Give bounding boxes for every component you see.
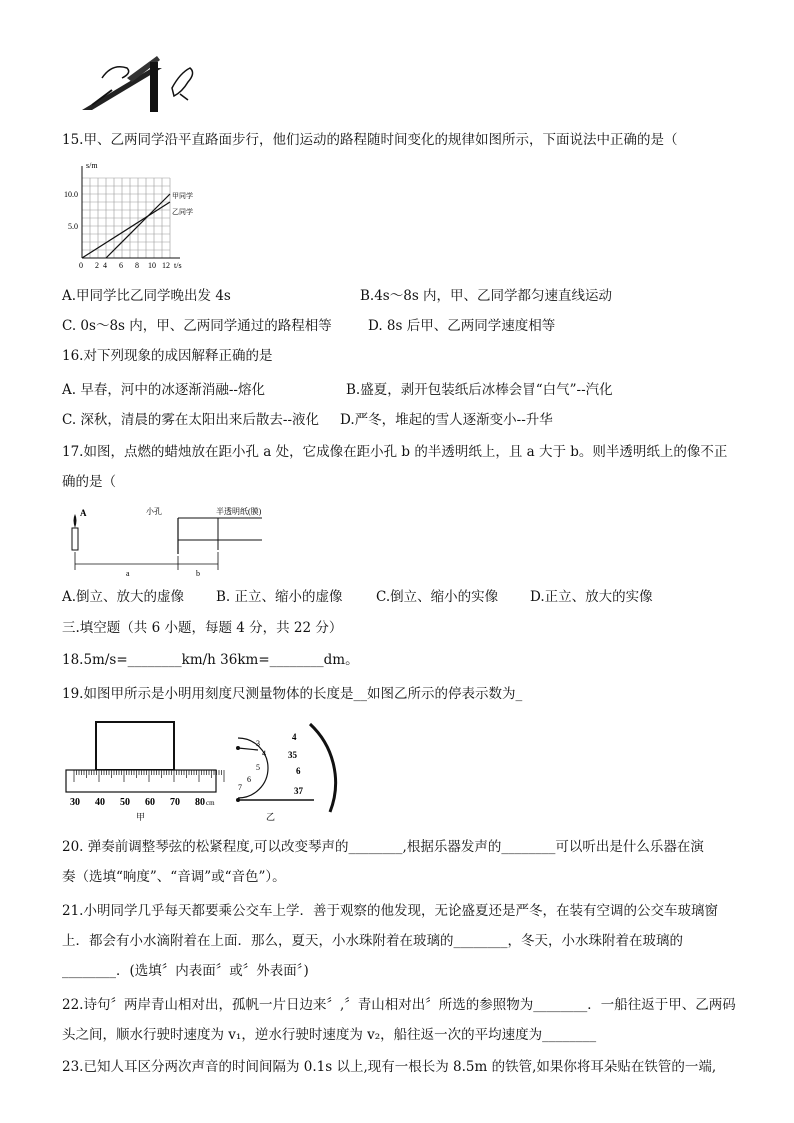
q19-stem: 19.如图甲所示是小明用刻度尺测量物体的长度是__如图乙所示的停表示数为_ xyxy=(62,686,523,702)
q17-option-d[interactable]: D.正立、放大的实像 xyxy=(530,589,653,605)
line-yi xyxy=(82,202,170,258)
paper-label: 半透明纸(膜) xyxy=(216,507,262,516)
graph-xtick-12: 12 xyxy=(162,261,170,270)
graph-xtick-8: 8 xyxy=(135,261,139,270)
graph-xtick-6: 6 xyxy=(119,261,123,270)
graph-ytick-5: 5.0 xyxy=(68,222,78,231)
q17-option-c[interactable]: C.倒立、缩小的实像 xyxy=(376,589,499,605)
q16-option-b[interactable]: B.盛夏，剥开包装纸后冰棒会冒“白气”--汽化 xyxy=(346,382,613,398)
q15-option-c[interactable]: C. 0s～8s 内，甲、乙两同学通过的路程相等 xyxy=(62,318,332,334)
graph-xtick-0: 0 xyxy=(79,261,83,270)
distance-a: a xyxy=(126,569,130,578)
q20-line1: 20. 弹奏前调整琴弦的松紧程度,可以改变琴声的________,根据乐器发声的________可以听出是什么乐器在演 xyxy=(62,839,704,855)
stopwatch-outer-4: 4 xyxy=(292,732,297,742)
ruler-tick-70: 70 xyxy=(170,797,180,808)
graph-ytick-10: 10.0 xyxy=(64,190,78,199)
q18-text: 18.5m/s=________km/h 36km=________dm。 xyxy=(62,652,359,668)
stopwatch-inner-3: 3 xyxy=(256,739,260,748)
graph-xtick-10: 10 xyxy=(148,261,156,270)
ruler-tick-80: 80 xyxy=(195,797,205,808)
q21-line3: ________．(选填〞内表面〞或〞外表面〞) xyxy=(62,963,309,979)
graph-xtick-4: 4 xyxy=(103,261,107,270)
graph-xlabel: t/s xyxy=(174,261,182,270)
q15-option-d[interactable]: D. 8s 后甲、乙两同学速度相等 xyxy=(368,318,556,334)
ruler-tick-40: 40 xyxy=(95,797,105,808)
graph-legend-jia: 甲同学 xyxy=(172,192,193,200)
candle-label: A xyxy=(80,508,87,518)
ruler-tick-30: 30 xyxy=(70,797,80,808)
ruler-table-figure xyxy=(72,48,202,120)
label-yi: 乙 xyxy=(266,812,276,822)
q21-line2: 上．都会有小水滴附着在上面．那么，夏天，小水珠附着在玻璃的________，冬天，小水珠附着在玻璃的 xyxy=(62,933,683,949)
graph-legend-yi: 乙同学 xyxy=(172,208,193,216)
q16-option-a[interactable]: A. 早春，河中的冰逐渐消融--熔化 xyxy=(62,382,265,398)
q15-stem: 15.甲、乙两同学沿平直路面步行，他们运动的路程随时间变化的规律如图所示，下面说法中正确的是（ xyxy=(62,132,678,148)
q17-stem-line2: 确的是（ xyxy=(62,474,116,490)
stopwatch-outer-35: 35 xyxy=(288,750,297,760)
stopwatch-outer-6: 6 xyxy=(296,766,301,776)
distance-b: b xyxy=(196,569,200,578)
stopwatch-inner-7: 7 xyxy=(238,783,242,792)
q16-option-c[interactable]: C. 深秋，清晨的雾在太阳出来后散去--液化 xyxy=(62,412,320,428)
q20-line2: 奏（选填“响度”、“音调”或“音色”）。 xyxy=(62,869,286,885)
section-3-heading: 三.填空题（共 6 小题，每题 4 分，共 22 分） xyxy=(62,620,343,636)
q17-pinhole-figure xyxy=(62,500,272,580)
q16-option-d[interactable]: D.严冬，堆起的雪人逐渐变小--升华 xyxy=(340,412,553,428)
q19-figure xyxy=(62,712,352,824)
q15-option-b[interactable]: B.4s～8s 内，甲、乙同学都匀速直线运动 xyxy=(360,288,613,304)
ruler-unit: cm xyxy=(206,799,215,807)
stopwatch-inner-6: 6 xyxy=(247,775,251,784)
q23-line1: 23.已知人耳区分两次声音的时间间隔为 0.1s 以上,现有一根长为 8.5m 的铁管,如果你将耳朵贴在铁管的一端, xyxy=(62,1059,717,1075)
q15-option-a[interactable]: A.甲同学比乙同学晚出发 4s xyxy=(62,288,231,304)
hole-label: 小孔 xyxy=(146,507,162,516)
q17-stem-line1: 17.如图，点燃的蜡烛放在距小孔 a 处，它成像在距小孔 b 的半透明纸上，且 a 大于 b。则半透明纸上的像不正 xyxy=(62,444,728,460)
q16-stem: 16.对下列现象的成因解释正确的是 xyxy=(62,348,273,364)
q21-line1: 21.小明同学几乎每天都要乘公交车上学．善于观察的他发现，无论盛夏还是严冬，在装有空调的公交车玻璃窗 xyxy=(62,903,718,919)
q17-option-a[interactable]: A.倒立、放大的虚像 xyxy=(62,589,185,605)
graph-xtick-2: 2 xyxy=(95,261,99,270)
label-jia: 甲 xyxy=(136,812,146,822)
stopwatch-outer-37: 37 xyxy=(294,786,303,796)
q22-line1: 22.诗句〞两岸青山相对出，孤帆一片日边来〞,〞青山相对出〞所选的参照物为________．一船往返于甲、乙两码 xyxy=(62,997,736,1013)
stopwatch-inner-5: 5 xyxy=(256,763,260,772)
ruler-tick-60: 60 xyxy=(145,797,155,808)
q17-option-b[interactable]: B. 正立、缩小的虚像 xyxy=(216,589,343,605)
graph-ylabel: s/m xyxy=(86,161,98,170)
ruler-tick-50: 50 xyxy=(120,797,130,808)
stopwatch-inner-4: 4 xyxy=(262,749,266,758)
q22-line2: 头之间，顺水行驶时速度为 v₁，逆水行驶时速度为 v₂，船往返一次的平均速度为________ xyxy=(62,1027,597,1043)
q15-distance-time-graph xyxy=(62,158,212,276)
